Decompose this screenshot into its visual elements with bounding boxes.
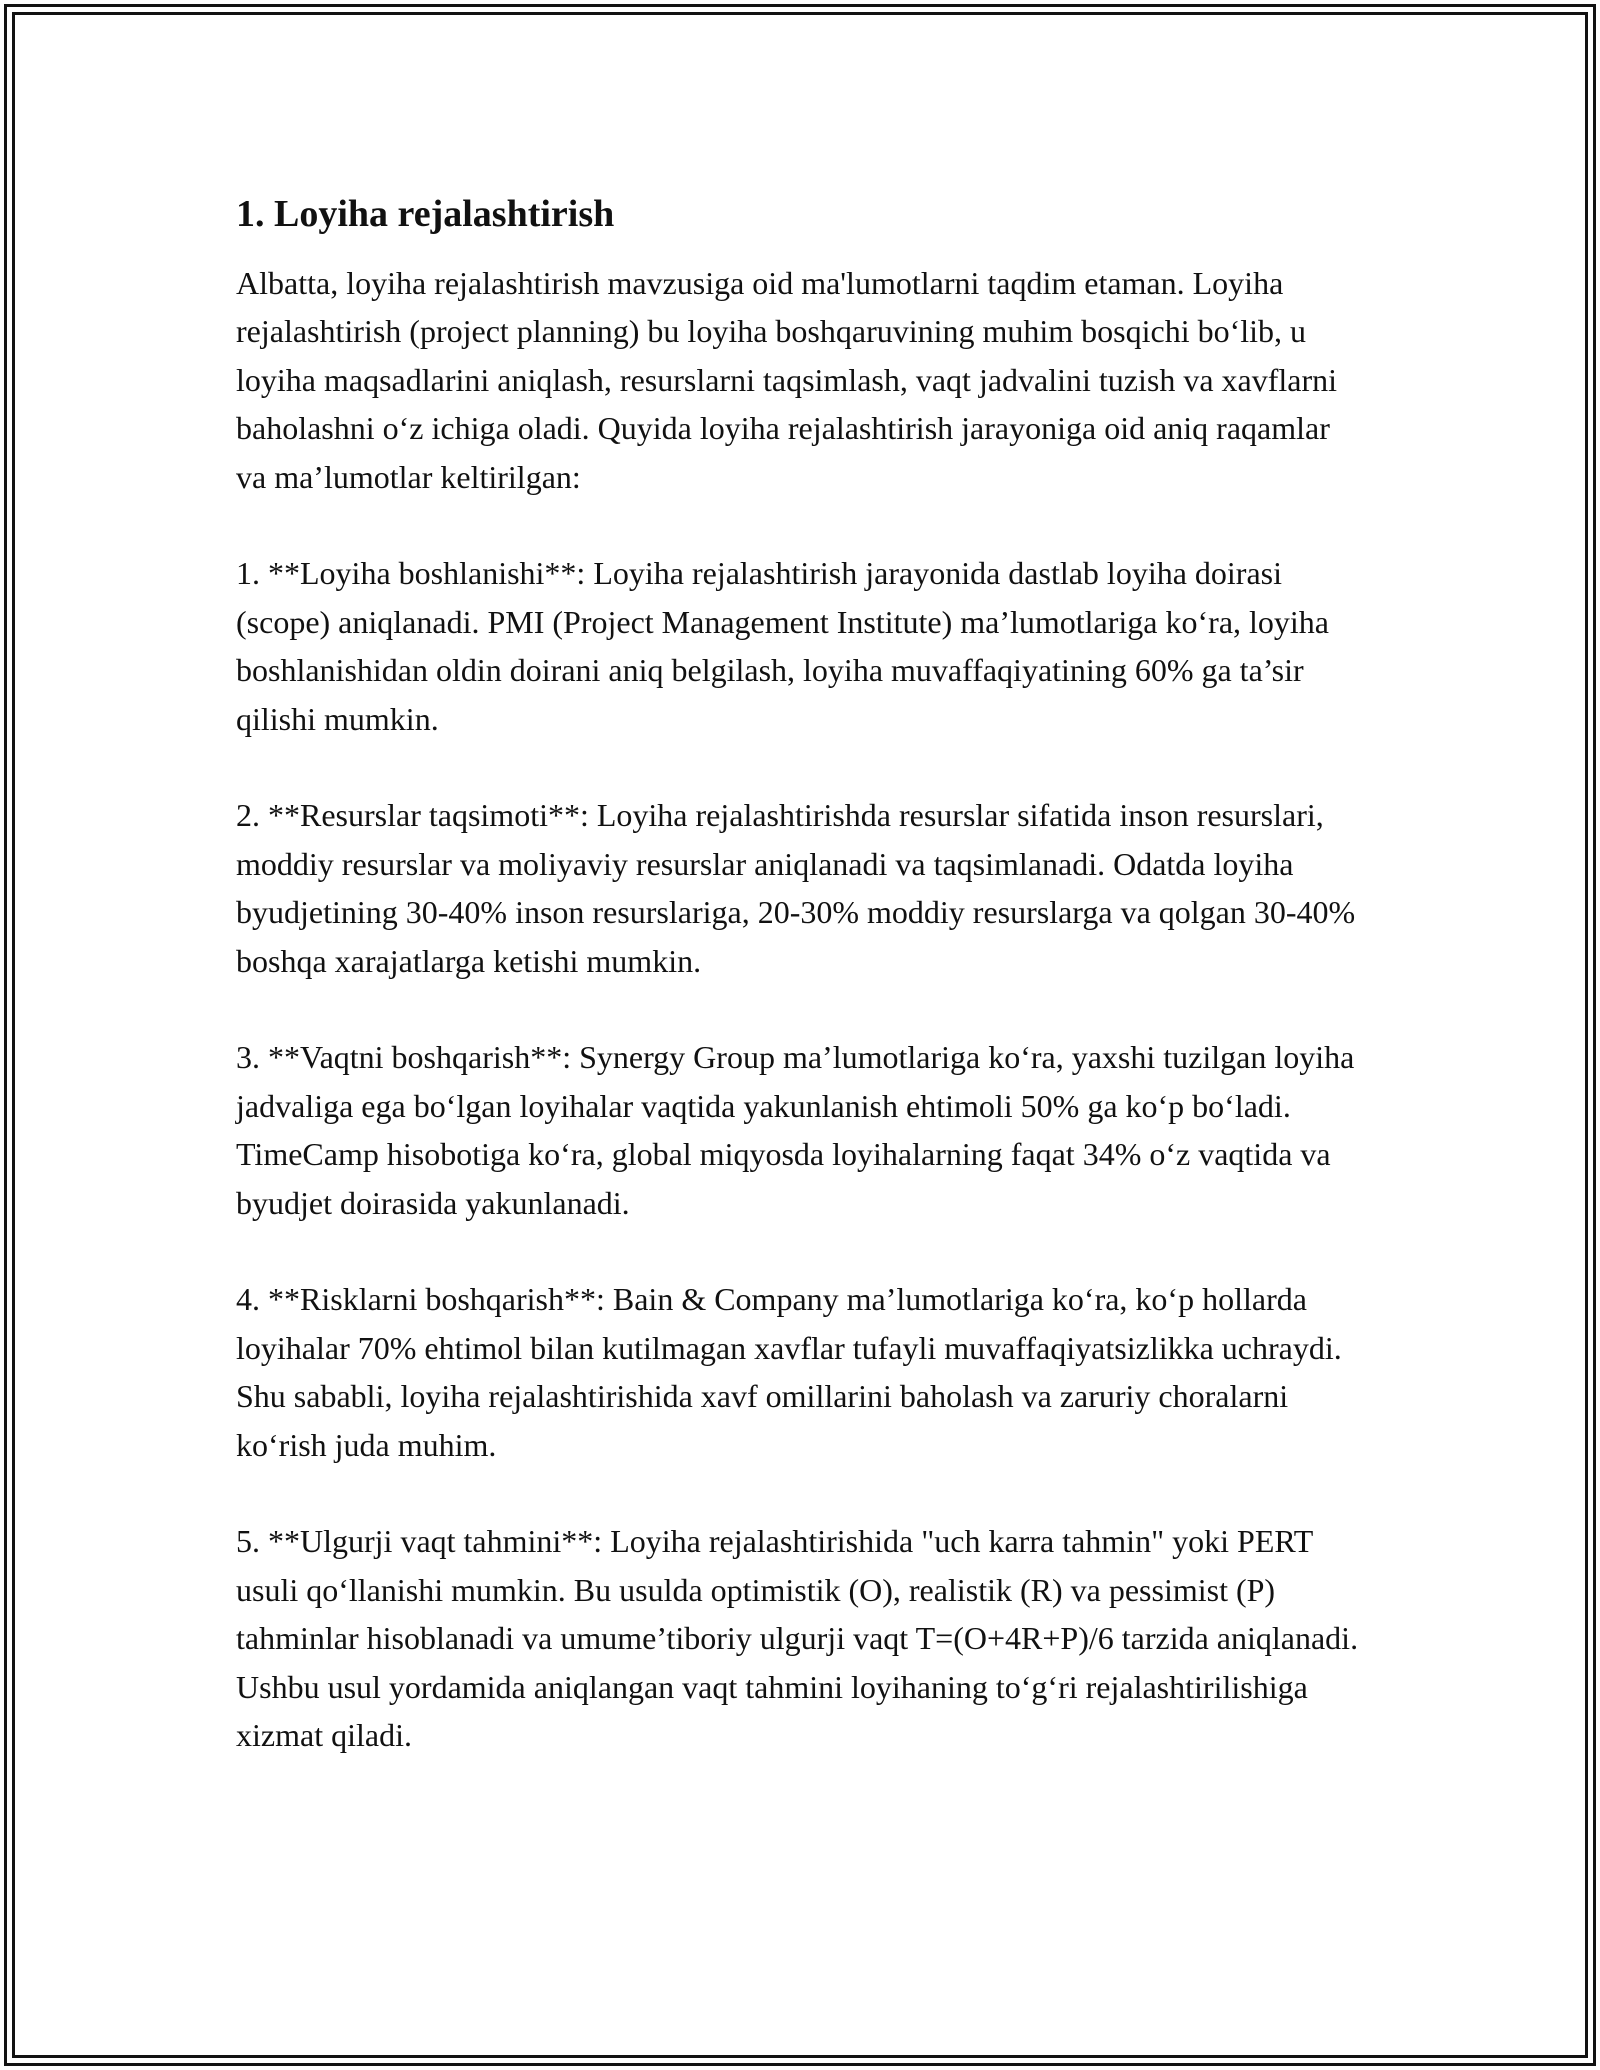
list-item-risk-management: 4. **Risklarni boshqarish**: Bain & Company ma’lumotlariga ko‘ra, ko‘p hollarda loyihalar 70% ehtimol bilan kutilmagan xavflar tufayli muvaffaqiyatsizlikka uchraydi. Shu sababli, loyiha rejalashtirishida xavf omillarini baholash va zaruriy choralarni ko‘rish juda muhim. [236, 1281, 1342, 1463]
document-body [236, 190, 1366, 1808]
document-heading: 1. Loyiha rejalashtirish [236, 193, 615, 235]
intro-paragraph: Albatta, loyiha rejalashtirish mavzusiga oid ma'lumotlarni taqdim etaman. Loyiha rejalashtirish (project planning) bu loyiha boshqaruvining muhim bosqichi bo‘lib, u loyiha maqsadlarini aniqlash, resurslarni taqsimlash, vaqt jadvalini tuzish va xavflarni baholashni o‘z ichiga oladi. Quyida loyiha rejalashtirish jarayoniga oid aniq raqamlar va ma’lumotlar keltirilgan: [236, 265, 1338, 495]
list-item-time-management: 3. **Vaqtni boshqarish**: Synergy Group ma’lumotlariga ko‘ra, yaxshi tuzilgan loyiha jadvaliga ega bo‘lgan loyihalar vaqtida yakunlanish ehtimoli 50% ga ko‘p bo‘ladi. TimeCamp hisobotiga ko‘ra, global miqyosda loyihalarning faqat 34% o‘z vaqtida va byudjet doirasida yakunlanadi. [236, 1039, 1355, 1221]
list-item-resource-allocation: 2. **Resurslar taqsimoti**: Loyiha rejalashtirishda resurslar sifatida inson resurslari, moddiy resurslar va moliyaviy resurslar aniqlanadi va taqsimlanadi. Odatda loyiha byudjetining 30-40% inson resurslariga, 20-30% moddiy resurslarga va qolgan 30-40% boshqa xarajatlarga ketishi mumkin. [236, 797, 1356, 979]
list-item-project-start: 1. **Loyiha boshlanishi**: Loyiha rejalashtirish jarayonida dastlab loyiha doirasi (scope) aniqlanadi. PMI (Project Management Institute) ma’lumotlariga ko‘ra, loyiha boshlanishidan oldin doirani aniq belgilash, loyiha muvaffaqiyatining 60% ga ta’sir qilishi mumkin. [236, 555, 1329, 737]
list-item-time-estimate: 5. **Ulgurji vaqt tahmini**: Loyiha rejalashtirishida "uch karra tahmin" yoki PERT usuli qo‘llanishi mumkin. Bu usulda optimistik (O), realistik (R) va pessimist (P) tahminlar hisoblanadi va umume’tiboriy ulgurji vaqt T=(O+4R+P)/6 tarzida aniqlanadi. Ushbu usul yordamida aniqlangan vaqt tahmini loyihaning to‘g‘ri rejalashtirilishiga xizmat qiladi. [236, 1523, 1359, 1754]
